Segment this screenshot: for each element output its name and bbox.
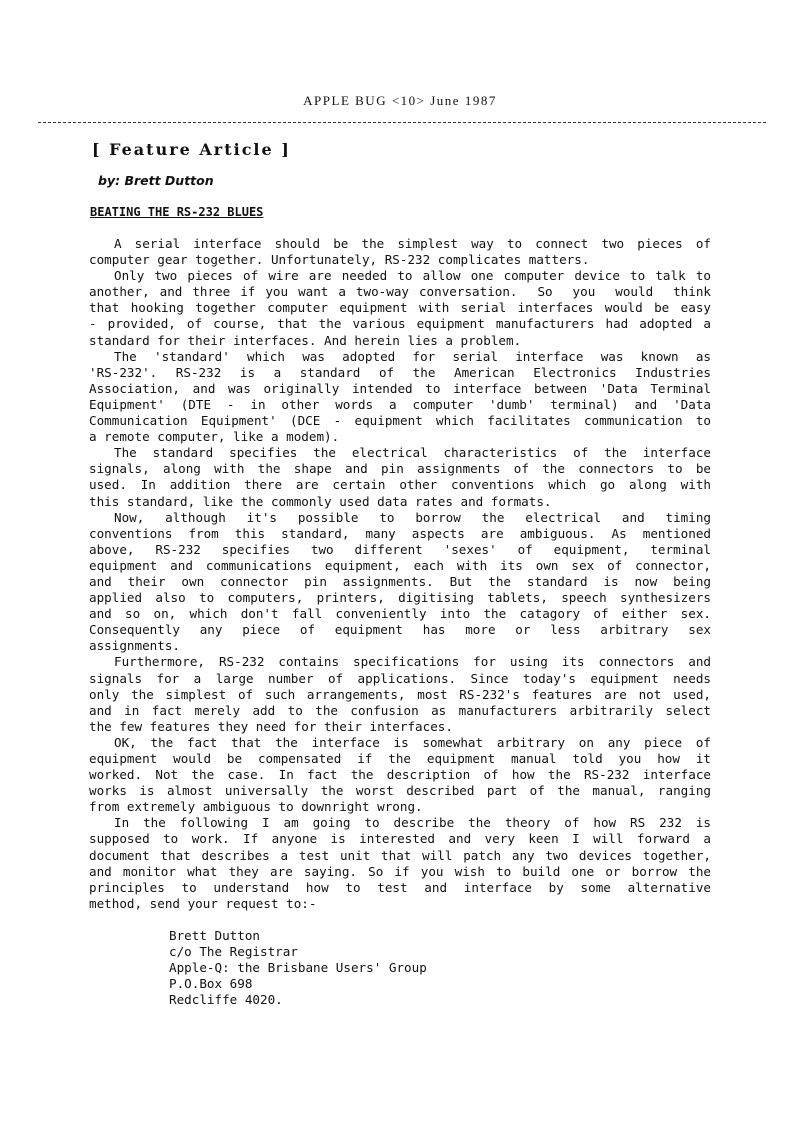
body-line: from extremely ambiguous to downright wrong.	[89, 799, 423, 815]
body-line: this standard, like the commonly used data rates and formats.	[89, 493, 552, 509]
body-line: Communication Equipment' (DCE - equipment which facilitates communication to	[89, 413, 711, 429]
body-line: a remote computer, like a modem).	[89, 429, 340, 445]
address-line: Apple-Q: the Brisbane Users' Group	[169, 960, 427, 976]
body-line: conventions from this standard, many aspects are ambiguous. As mentioned	[89, 525, 711, 541]
body-line: equipment and communications equipment, each with its own sex of connector,	[89, 557, 711, 573]
body-line: the few features they need for their interfaces.	[89, 718, 453, 734]
body-line: Furthermore, RS-232 contains specifications for using its connectors and	[114, 654, 711, 670]
body-line: and monitor what they are saying. So if you wish to build one or borrow the	[89, 863, 711, 879]
article-title: BEATING THE RS-232 BLUES	[90, 205, 264, 219]
body-line: Equipment' (DTE - in other words a computer 'dumb' terminal) and 'Data	[89, 396, 711, 412]
body-line: The standard specifies the electrical characteristics of the interface	[114, 445, 711, 461]
body-line: standard for their interfaces. And herein lies a problem.	[89, 332, 522, 348]
page-header: APPLE BUG <10> June 1987	[303, 93, 497, 108]
address-line: c/o The Registrar	[169, 944, 298, 960]
address-line: Redcliffe 4020.	[169, 992, 283, 1008]
section-heading: [ Feature Article ]	[92, 140, 291, 159]
body-line: assignments.	[89, 638, 180, 654]
body-line: signals for a large number of applications. Since today's equipment needs	[89, 670, 711, 686]
body-line: applied also to computers, printers, digitising tablets, speech synthesizers	[89, 590, 711, 606]
body-line: only the simplest of such arrangements, most RS-232's features are not used,	[89, 686, 711, 702]
body-line: principles to understand how to test and interface by some alternative	[89, 879, 711, 895]
body-line: Consequently any piece of equipment has more or less arbitrary sex	[89, 622, 711, 638]
body-line: In the following I am going to describe the theory of how RS 232 is	[114, 815, 711, 831]
body-line: - provided, of course, that the various equipment manufacturers had adopted a	[89, 316, 711, 332]
body-line: The 'standard' which was adopted for serial interface was known as	[114, 348, 711, 364]
body-line: that hooking together computer equipment with serial interfaces would be easy	[89, 300, 711, 316]
body-line: equipment would be compensated if the equipment manual told you how it	[89, 751, 711, 766]
body-line: document that describes a test unit that will patch any two devices together,	[89, 847, 711, 863]
body-line: worked. Not the case. In fact the description of how the RS-232 interface	[89, 767, 711, 783]
body-line: 'RS-232'. RS-232 is a standard of the American Electronics Industries	[89, 364, 711, 380]
body-line: Association, and was originally intended to interface between 'Data Terminal	[89, 380, 711, 396]
body-line: computer gear together. Unfortunately, RS-232 complicates matters.	[89, 252, 590, 268]
body-line: and in fact merely add to the confusion as manufacturers arbitrarily select	[89, 702, 711, 718]
body-line: used. In addition there are certain other conventions which go along with	[89, 477, 711, 493]
body-line: method, send your request to:-	[89, 895, 317, 911]
body-line: above, RS-232 specifies two different 'sexes' of equipment, terminal	[89, 541, 711, 557]
mailing-address	[169, 928, 427, 1008]
body-line: Only two pieces of wire are needed to allow one computer device to talk to	[114, 268, 711, 284]
body-line: another, and three if you want a two-way conversation. So you would think	[89, 284, 711, 300]
body-line: works is almost universally the worst described part of the manual, ranging	[89, 783, 711, 799]
header-divider	[38, 122, 766, 123]
address-line: P.O.Box 698	[169, 976, 253, 992]
author-byline: by: Brett Dutton	[98, 173, 214, 188]
body-line: supposed to work. If anyone is interested and very keen I will forward a	[89, 831, 711, 847]
body-line: signals, along with the shape and pin assignments of the connectors to be	[89, 461, 711, 477]
address-line: Brett Dutton	[169, 928, 260, 943]
body-line: and so on, which don't fall conveniently into the catagory of either sex.	[89, 606, 711, 622]
body-line: Now, although it's possible to borrow the electrical and timing	[114, 509, 711, 525]
body-line: and their own connector pin assignments. But the standard is now being	[89, 573, 711, 589]
body-line: OK, the fact that the interface is somewhat arbitrary on any piece of	[114, 734, 711, 750]
article-body	[89, 236, 711, 912]
body-line: A serial interface should be the simplest way to connect two pieces of	[114, 236, 711, 251]
